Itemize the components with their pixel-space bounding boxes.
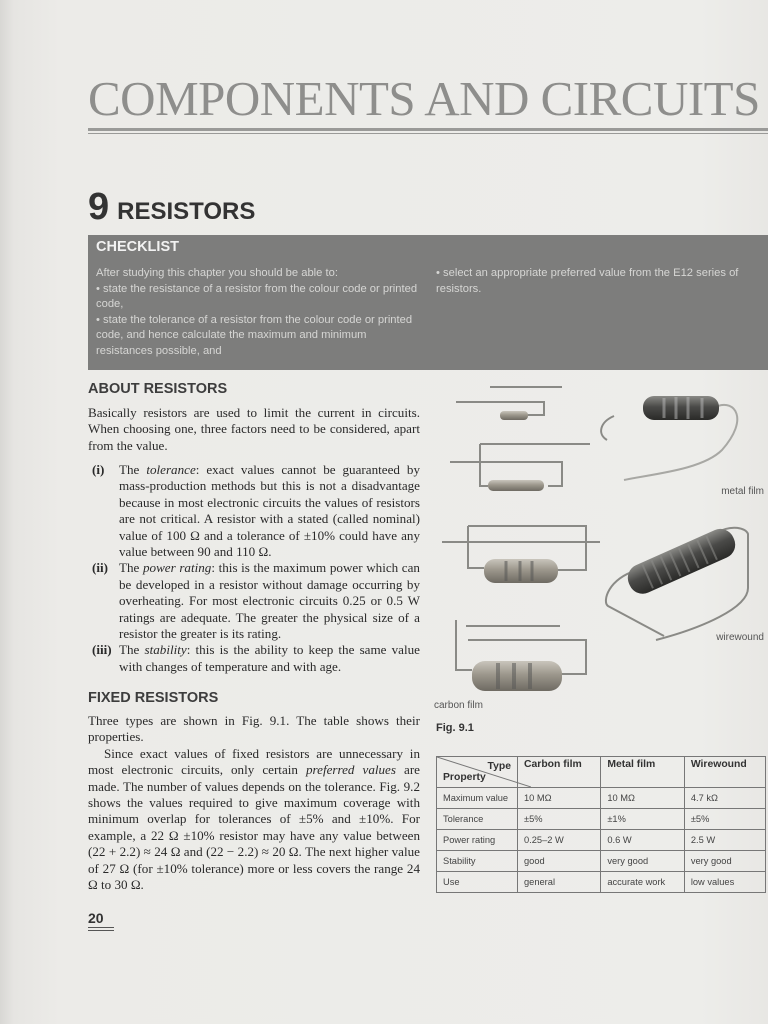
checklist-title: CHECKLIST — [96, 239, 179, 255]
table-cell-property: Maximum value — [437, 788, 518, 809]
table-cell: ±5% — [684, 809, 765, 830]
table-cell: ±1% — [601, 809, 684, 830]
chapter-number: 9 — [88, 186, 110, 228]
table-cell: low values — [684, 872, 765, 893]
list-text: The stability: this is the ability to keep the same value with changes of temperature and with age. — [119, 642, 420, 674]
checklist-intro: After studying this chapter you should be able to: — [96, 267, 338, 279]
table-cell-property: Stability — [437, 851, 518, 872]
fixed-paragraph-1: Three types are shown in Fig. 9.1. The table shows their properties. — [88, 713, 420, 745]
table-cell-property: Tolerance — [437, 809, 518, 830]
table-cell: 10 MΩ — [601, 788, 684, 809]
heading-rule-thick — [88, 128, 768, 131]
table-header-row — [437, 757, 766, 788]
page-number: 20 — [88, 910, 104, 926]
table-row — [437, 809, 766, 830]
small-resistor-2-body — [488, 480, 544, 491]
chapter-name: RESISTORS — [117, 198, 256, 225]
checklist-box — [88, 235, 768, 370]
list-item — [92, 462, 420, 560]
table-cell: very good — [684, 851, 765, 872]
checklist-right-column — [436, 266, 746, 297]
table-cell: 4.7 kΩ — [684, 788, 765, 809]
list-number: (iii) — [92, 642, 112, 658]
resistor-properties-table — [436, 756, 766, 893]
table-cell: ±5% — [518, 809, 601, 830]
small-resistor-1 — [456, 387, 562, 415]
table-cell: 0.6 W — [601, 830, 684, 851]
figure-caption: Fig. 9.1 — [436, 722, 474, 734]
fixed-paragraph-2: Since exact values of fixed resistors are unnecessary in most electronic circuits, only certain preferred values are made. The number of values depends on the tolerance. Fig. 9.2 shows the values required to give maximum coverage with minimum overlap for tolerances of ±5% and ±10%. For example, a 22 Ω ±10% resistor may have any value between (22 + 2.2) ≈ 24 Ω and (22 − 2.2) ≈ 20 Ω. The next higher value of 27 Ω (for ±10% tolerance) more or less covers the range 24 Ω to 30 Ω. — [88, 745, 420, 893]
table-row — [437, 851, 766, 872]
page-number-rule — [88, 927, 114, 928]
table-corner-cell — [437, 757, 518, 788]
term-power-rating: power rating — [142, 560, 212, 576]
running-chapter-heading: COMPONENTS AND CIRCUITS — [88, 71, 760, 126]
list-text: The power rating: this is the maximum power which can be developed in a resistor without damage occurring by overheating. For most electronic circuits 0.25 or 0.5 W ratings are adequate. The greater the physical size of a resistor the greater is its rating. — [119, 560, 420, 642]
table-cell: 2.5 W — [684, 830, 765, 851]
small-resistor-1-body — [500, 411, 528, 420]
checklist-item: • select an appropriate preferred value from the E12 series of resistors. — [436, 267, 739, 295]
table-cell: good — [518, 851, 601, 872]
label-metal-film: metal film — [721, 486, 764, 497]
list-text: The tolerance: exact values cannot be guaranteed by mass-production methods but this is not a disadvantage because in most electronic circuits the values of resistors are not critical. A resistor with a stated (called nominal) value of 100 Ω and a tolerance of ±10% could have any value between 90 and 110 Ω. — [119, 462, 420, 560]
checklist-item: • state the tolerance of a resistor from the colour code or printed code, and hence calculate the maximum and minimum resistances possible, and — [96, 313, 413, 357]
table-cell-property: Use — [437, 872, 518, 893]
table-cell: 10 MΩ — [518, 788, 601, 809]
table-column-header: Wirewound — [684, 757, 765, 788]
large-resistor-body — [472, 661, 562, 691]
table-cell: 0.25–2 W — [518, 830, 601, 851]
table-cell: very good — [601, 851, 684, 872]
table-cell-property: Power rating — [437, 830, 518, 851]
metal-film-body — [643, 396, 719, 420]
term-preferred-values: preferred values — [305, 762, 396, 778]
list-item — [92, 642, 420, 675]
small-resistor-2 — [450, 444, 590, 486]
checklist-item: • state the resistance of a resistor from the colour code or printed code, — [96, 282, 418, 310]
list-item — [92, 560, 420, 642]
factors-list — [92, 462, 420, 675]
header-type: Type — [487, 761, 511, 772]
table-row — [437, 872, 766, 893]
table-row — [437, 830, 766, 851]
resistor-illustrations — [432, 378, 768, 708]
fixed-resistors-heading: FIXED RESISTORS — [88, 690, 219, 706]
term-stability: stability — [144, 642, 187, 658]
table-column-header: Carbon film — [518, 757, 601, 788]
label-wirewound: wirewound — [716, 632, 764, 643]
header-property: Property — [443, 772, 486, 783]
table-cell: general — [518, 872, 601, 893]
list-number: (i) — [92, 462, 105, 477]
about-resistors-heading: ABOUT RESISTORS — [88, 381, 228, 397]
checklist-left-column — [96, 266, 426, 359]
chapter-title — [88, 186, 255, 229]
label-carbon-film: carbon film — [434, 700, 483, 711]
about-paragraph: Basically resistors are used to limit the current in circuits. When choosing one, three factors need to be considered, apart from the value. — [88, 405, 420, 453]
figure-9-1 — [432, 378, 768, 711]
table-cell: accurate work — [601, 872, 684, 893]
page-number-rule — [88, 930, 114, 931]
table-column-header: Metal film — [601, 757, 684, 788]
table-row — [437, 788, 766, 809]
wirewound-body — [623, 524, 739, 598]
heading-rule-thin — [88, 133, 768, 134]
fixed-resistors-text — [88, 713, 420, 893]
term-tolerance: tolerance — [146, 462, 196, 477]
list-number: (ii) — [92, 560, 108, 576]
